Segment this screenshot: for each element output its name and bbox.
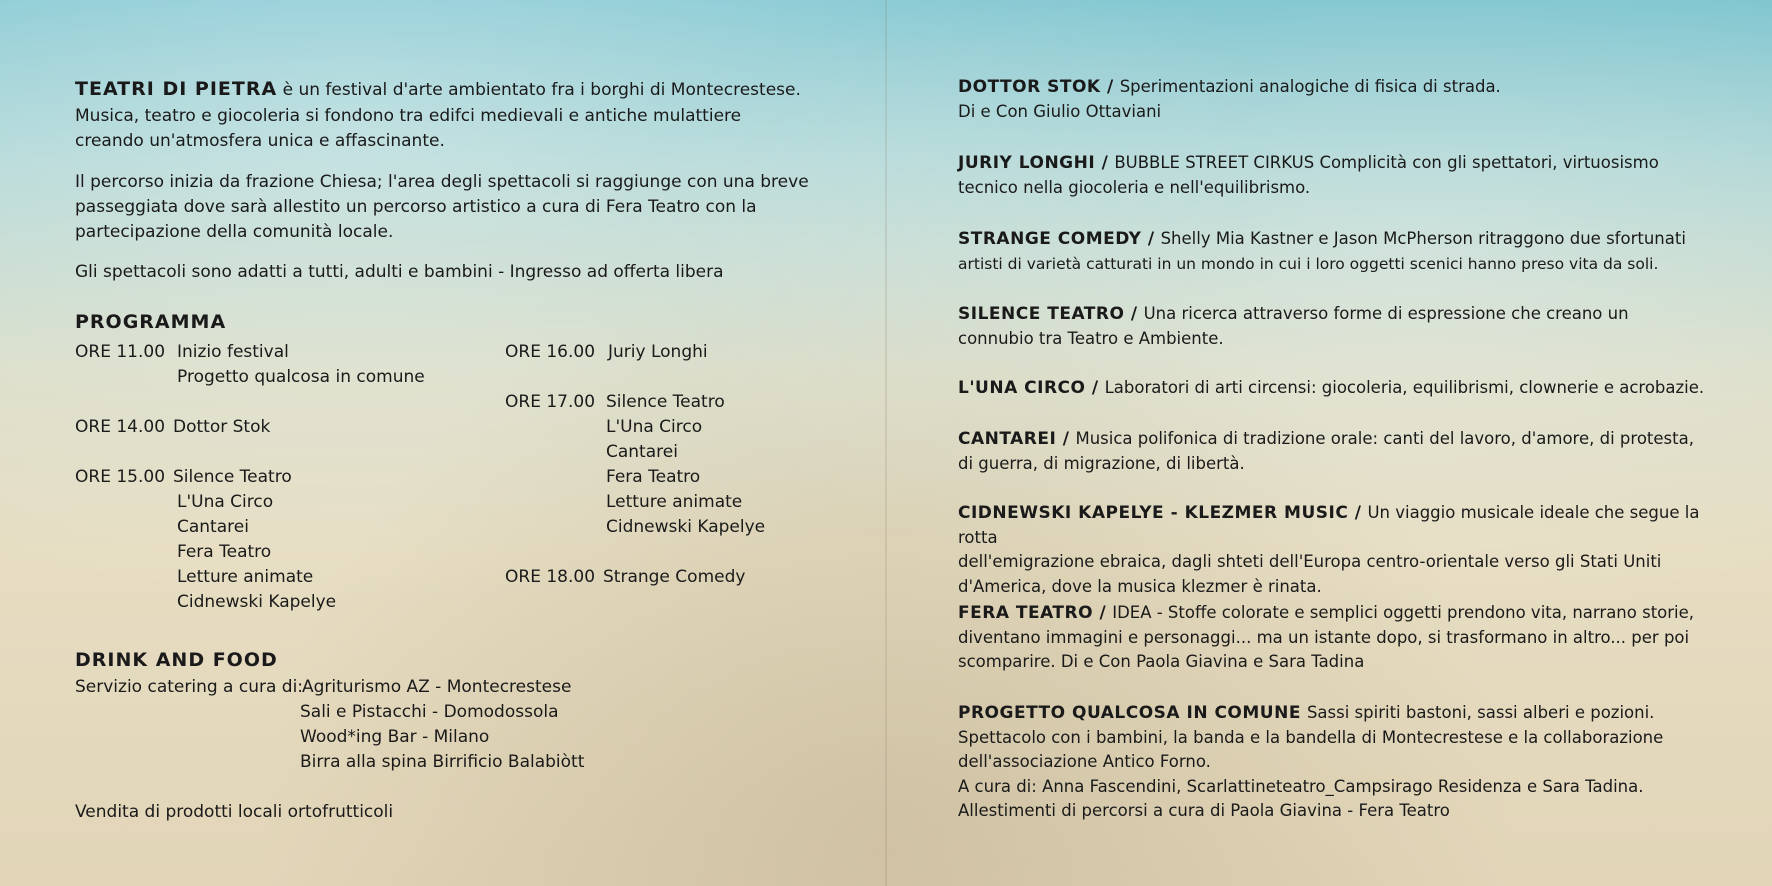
show-desc: scomparire. Di e Con Paola Giavina e Sara Tadina bbox=[958, 652, 1365, 671]
schedule-time: ORE 14.00 bbox=[75, 417, 166, 437]
intro-text: è un festival d'arte ambientato fra i borghi di Montecrestese. bbox=[282, 80, 801, 100]
show-desc: Shelly Mia Kastner e Jason McPherson ritraggono due sfortunati bbox=[1160, 229, 1686, 248]
show-name: SILENCE TEATRO / bbox=[958, 304, 1138, 324]
show-name: JURIY LONGHI / bbox=[958, 153, 1109, 173]
schedule-item: Strange Comedy bbox=[603, 567, 746, 587]
schedule-time: ORE 15.00 bbox=[75, 467, 166, 487]
local-products-note: Vendita di prodotti locali ortofrutticoli bbox=[75, 802, 394, 822]
show-desc: A cura di: Anna Fascendini, Scarlattineteatro_Campsirago Residenza e Sara Tadina. bbox=[958, 776, 1644, 796]
show-desc: Sassi spiriti bastoni, sassi alberi e pozioni. bbox=[1306, 703, 1655, 722]
schedule-time: ORE 17.00 bbox=[505, 392, 596, 412]
schedule-time: ORE 16.00 bbox=[505, 342, 596, 362]
page-fold bbox=[885, 0, 887, 886]
show-cidnewski-kapelye bbox=[958, 501, 1718, 599]
catering-item: Agriturismo AZ - Montecrestese bbox=[302, 677, 572, 697]
show-desc: connubio tra Teatro e Ambiente. bbox=[958, 328, 1224, 348]
show-desc: Musica polifonica di tradizione orale: canti del lavoro, d'amore, di protesta, bbox=[1075, 429, 1694, 448]
show-desc: Spettacolo con i bambini, la banda e la bandella di Montecrestese e la collaborazione bbox=[958, 727, 1664, 747]
audience-note: Gli spettacoli sono adatti a tutti, adulti e bambini - Ingresso ad offerta libera bbox=[75, 262, 724, 282]
show-desc: IDEA - Stoffe colorate e semplici oggetti prendono vita, narrano storie, bbox=[1112, 603, 1695, 622]
schedule-time: ORE 18.00 bbox=[505, 567, 596, 587]
schedule-item: Cantarei bbox=[177, 517, 249, 537]
schedule-item: Letture animate bbox=[606, 492, 743, 512]
festival-title: TEATRI DI PIETRA bbox=[75, 78, 278, 100]
drink-heading: DRINK AND FOOD bbox=[75, 649, 278, 671]
schedule-item: Juriy Longhi bbox=[608, 342, 708, 362]
show-desc: tecnico nella giocoleria e nell'equilibrismo. bbox=[958, 177, 1311, 197]
show-name: CIDNEWSKI KAPELYE - KLEZMER MUSIC / bbox=[958, 503, 1362, 523]
schedule-item: Dottor Stok bbox=[173, 417, 271, 437]
show-desc: dell'associazione Antico Forno. bbox=[958, 752, 1211, 771]
schedule-item: Fera Teatro bbox=[177, 542, 272, 562]
show-juriy-longhi bbox=[958, 151, 1718, 200]
schedule-item: Silence Teatro bbox=[173, 467, 292, 487]
show-desc: artisti di varietà catturati in un mondo in cui i loro oggetti scenici hanno preso vita da soli. bbox=[958, 254, 1659, 273]
schedule-item: Letture animate bbox=[177, 567, 314, 587]
show-dottor-stok bbox=[958, 75, 1718, 124]
programma-heading: PROGRAMMA bbox=[75, 311, 227, 333]
show-desc: diventano immagini e personaggi... ma un istante dopo, si trasformano in altro... per poi bbox=[958, 627, 1690, 647]
show-strange-comedy bbox=[958, 227, 1718, 276]
show-desc: dell'emigrazione ebraica, dagli shteti dell'Europa centro-orientale verso gli Stati Uniti bbox=[958, 552, 1662, 571]
show-progetto-qualcosa bbox=[958, 701, 1718, 824]
show-name: PROGETTO QUALCOSA IN COMUNE bbox=[958, 703, 1301, 723]
schedule-item: L'Una Circo bbox=[177, 492, 274, 512]
show-desc: BUBBLE STREET CIRKUS Complicità con gli spettatori, virtuosismo bbox=[1114, 153, 1659, 172]
catering-item: Sali e Pistacchi - Domodossola bbox=[300, 702, 559, 722]
show-name: DOTTOR STOK / bbox=[958, 77, 1114, 97]
schedule-item: Progetto qualcosa in comune bbox=[177, 367, 425, 387]
show-fera-teatro bbox=[958, 601, 1718, 675]
intro-line-3: creando un'atmosfera unica e affascinante. bbox=[75, 131, 445, 151]
show-desc: Allestimenti di percorsi a cura di Paola Giavina - Fera Teatro bbox=[958, 801, 1450, 820]
route-line-2: passeggiata dove sarà allestito un percorso artistico a cura di Fera Teatro con la bbox=[75, 197, 757, 217]
schedule-time: ORE 11.00 bbox=[75, 342, 166, 362]
show-desc: Un viaggio musicale ideale che segue la rotta bbox=[958, 503, 1700, 547]
schedule-item: Inizio festival bbox=[177, 342, 289, 362]
show-desc: Di e Con Giulio Ottaviani bbox=[958, 101, 1162, 121]
show-desc: Sperimentazioni analogiche di fisica di strada. bbox=[1119, 77, 1501, 96]
show-desc: Laboratori di arti circensi: giocoleria, equilibrismi, clownerie e acrobazie. bbox=[1104, 378, 1705, 397]
schedule-item: Fera Teatro bbox=[606, 467, 701, 487]
show-luna-circo bbox=[958, 376, 1718, 401]
show-name: L'UNA CIRCO / bbox=[958, 378, 1099, 398]
schedule-item: Silence Teatro bbox=[606, 392, 725, 412]
show-name: CANTAREI / bbox=[958, 429, 1070, 449]
show-desc: di guerra, di migrazione, di libertà. bbox=[958, 453, 1245, 473]
show-name: FERA TEATRO / bbox=[958, 603, 1107, 623]
show-desc: d'America, dove la musica klezmer è rinata. bbox=[958, 576, 1322, 596]
show-cantarei bbox=[958, 427, 1718, 476]
schedule-item: Cidnewski Kapelye bbox=[177, 592, 337, 612]
catering-label: Servizio catering a cura di: bbox=[75, 677, 304, 697]
show-name: STRANGE COMEDY / bbox=[958, 229, 1155, 249]
route-line-1: Il percorso inizia da frazione Chiesa; l'area degli spettacoli si raggiunge con una breve bbox=[75, 172, 809, 192]
intro-line-1 bbox=[75, 77, 801, 103]
schedule-item: L'Una Circo bbox=[606, 417, 703, 437]
schedule-item: Cantarei bbox=[606, 442, 678, 462]
intro-line-2: Musica, teatro e giocoleria si fondono tra edifci medievali e antiche mulattiere bbox=[75, 106, 742, 126]
catering-item: Birra alla spina Birrificio Balabiòtt bbox=[300, 752, 585, 772]
show-desc: Una ricerca attraverso forme di espressione che creano un bbox=[1143, 304, 1629, 323]
catering-item: Wood*ing Bar - Milano bbox=[300, 727, 490, 747]
route-line-3: partecipazione della comunità locale. bbox=[75, 222, 394, 242]
schedule-item: Cidnewski Kapelye bbox=[606, 517, 766, 537]
show-silence-teatro bbox=[958, 302, 1718, 351]
